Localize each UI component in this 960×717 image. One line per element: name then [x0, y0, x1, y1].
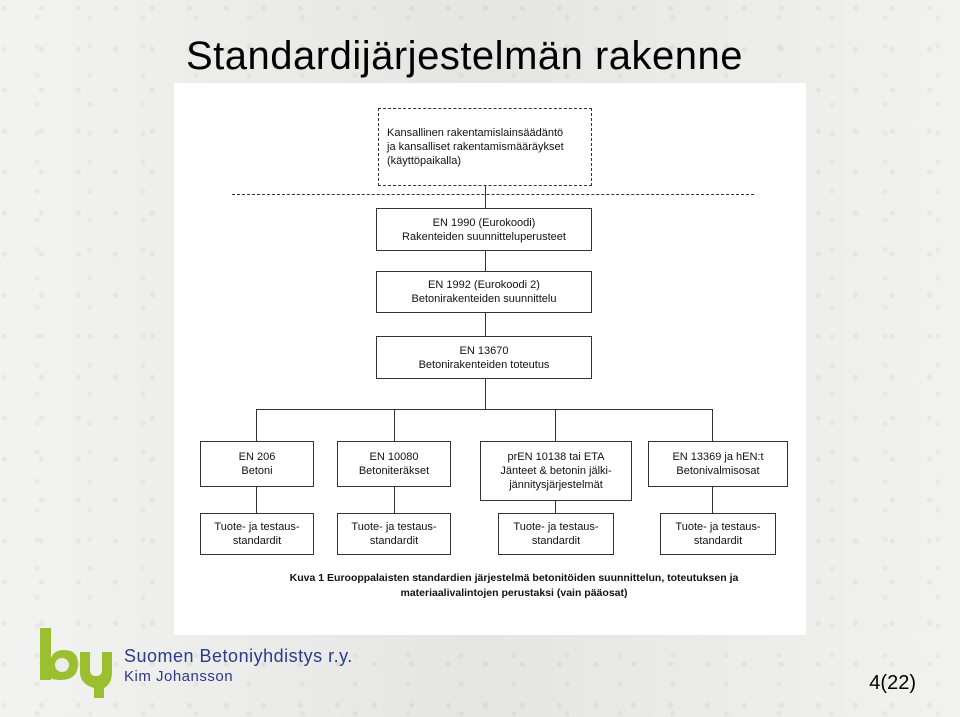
en1992-box	[376, 271, 592, 313]
en10080-box	[337, 441, 451, 487]
author-name: Kim Johansson	[124, 668, 234, 685]
en13369-box	[648, 441, 788, 487]
connector	[485, 313, 486, 336]
test-line-2: standardit	[693, 535, 743, 547]
en1990-line-1: EN 1990 (Eurokoodi)	[432, 216, 536, 229]
connector	[712, 409, 713, 441]
connector	[394, 487, 395, 513]
leaf-line-1: EN 10080	[369, 451, 419, 463]
leaf-line-2: Betoniteräkset	[358, 465, 430, 477]
national-line-3: (käyttöpaikalla)	[387, 155, 461, 167]
connector	[485, 186, 486, 208]
leaf-line-1: prEN 10138 tai ETA	[507, 451, 605, 463]
leaf-line-1: EN 206	[238, 451, 276, 463]
test-line-1: Tuote- ja testaus-	[214, 521, 300, 533]
pren10138-box	[480, 441, 632, 501]
test-line-2: standardit	[531, 535, 581, 547]
en1990-line-2: Rakenteiden suunnitteluperusteet	[402, 230, 566, 243]
leaf-line-2: Jänteet & betonin jälki-	[500, 465, 612, 477]
standards-diagram	[174, 83, 806, 635]
connector	[256, 487, 257, 513]
figure-caption	[254, 571, 774, 601]
connector	[394, 409, 395, 441]
page-title: Standardijärjestelmän rakenne	[186, 34, 744, 78]
test-line-2: standardit	[369, 535, 419, 547]
national-legislation-box	[378, 108, 592, 186]
en1990-box	[376, 208, 592, 251]
branch-line	[256, 409, 712, 410]
page-number: 4(22)	[869, 672, 916, 694]
leaf-line-3: jännitysjärjestelmät	[509, 479, 603, 491]
leaf-line-2: Betoni	[241, 465, 273, 477]
test-standards-box	[498, 513, 614, 555]
en13670-box	[376, 336, 592, 379]
national-line-2: ja kansalliset rakentamismääräykset	[387, 141, 564, 153]
test-line-2: standardit	[232, 535, 282, 547]
connector	[712, 487, 713, 513]
en1992-line-2: Betonirakenteiden suunnittelu	[411, 293, 557, 305]
connector	[485, 251, 486, 271]
connector	[555, 501, 556, 513]
test-standards-box	[200, 513, 314, 555]
en13670-line-1: EN 13670	[459, 344, 509, 357]
en206-box	[200, 441, 314, 487]
by-logo-icon	[38, 628, 114, 698]
national-line-1: Kansallinen rakentamislainsäädäntö	[387, 127, 564, 139]
organization-name: Suomen Betoniyhdistys r.y.	[124, 646, 353, 666]
test-line-1: Tuote- ja testaus-	[351, 521, 437, 533]
leaf-line-1: EN 13369 ja hEN:t	[672, 451, 764, 463]
caption-line-1: Kuva 1 Eurooppalaisten standardien järjestelmä betonitöiden suunnittelun, toteutuksen ja	[289, 572, 739, 584]
en13670-line-2: Betonirakenteiden toteutus	[418, 358, 550, 371]
dashed-separator	[232, 194, 754, 195]
caption-line-2: materiaalivalintojen perustaksi (vain pääosat)	[400, 587, 628, 599]
test-standards-box	[337, 513, 451, 555]
connector	[555, 409, 556, 441]
en1992-line-1: EN 1992 (Eurokoodi 2)	[428, 279, 540, 291]
leaf-line-2: Betonivalmisosat	[676, 465, 760, 477]
connector	[485, 379, 486, 409]
connector	[256, 409, 257, 441]
test-line-1: Tuote- ja testaus-	[513, 521, 599, 533]
test-standards-box	[660, 513, 776, 555]
test-line-1: Tuote- ja testaus-	[675, 521, 761, 533]
